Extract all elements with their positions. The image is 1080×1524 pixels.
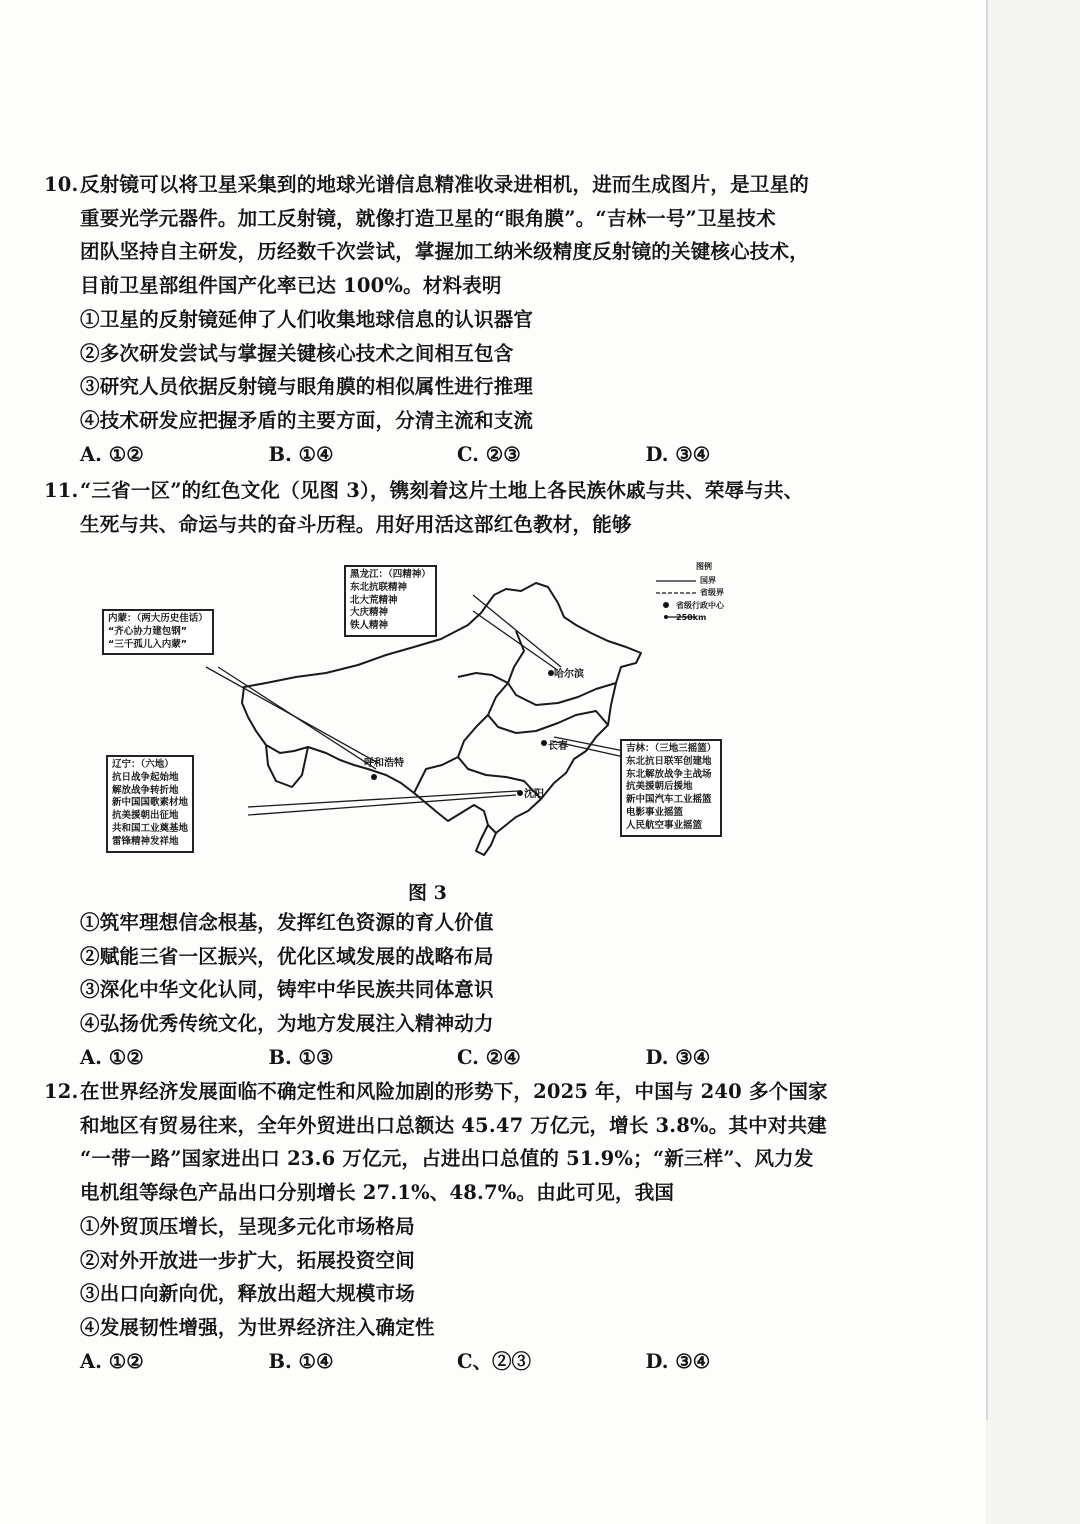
- q12-option-d: D. ③④: [645, 1349, 711, 1373]
- question-11: [44, 474, 834, 541]
- q12-option-b: B. ①④: [268, 1349, 334, 1373]
- q11-options: [44, 1041, 834, 1075]
- q10-stem-line-4: 目前卫星部组件国产化率已达 100%。材料表明: [80, 274, 502, 298]
- city-shenyang: 沈阳: [524, 789, 544, 800]
- q12-stem-line-1: 12.在世界经济发展面临不确定性和风险加剧的形势下，2025 年，中国与 240 多个国家: [44, 1075, 834, 1109]
- legend-scale: 250km: [676, 613, 707, 622]
- figure-caption: 图 3: [408, 882, 447, 904]
- q11-stem-line-2: 生死与共、命运与共的奋斗历程。用好用活这部红色教材，能够: [80, 512, 632, 536]
- neimenggu-box: 内蒙：（两大历史佳话） “齐心协力建包钢” “三千孤儿入内蒙”: [102, 609, 214, 655]
- q12-statement-4: ④发展韧性增强，为世界经济注入确定性: [80, 1315, 435, 1339]
- q10-option-a: A. ①②: [80, 442, 144, 466]
- q10-option-b: B. ①④: [268, 442, 334, 466]
- q12-stem-line-4: 电机组等绿色产品出口分别增长 27.1%、48.7%。由此可见，我国: [80, 1181, 675, 1205]
- q11-option-c: C. ②④: [457, 1045, 521, 1069]
- question-number: 10.: [44, 173, 79, 196]
- question-number: 11.: [44, 479, 79, 502]
- heilongjiang-box: 黑龙江：（四精神） 东北抗联精神 北大荒精神 大庆精神 铁人精神: [344, 565, 437, 637]
- legend-title: 图例: [696, 562, 712, 571]
- q10-stem-line-2: 重要光学元器件。加工反射镜，就像打造卫星的“眼角膜”。“吉林一号”卫星技术: [80, 206, 776, 230]
- q10-stem-line-3: 团队坚持自主研发，历经数千次尝试，掌握加工纳米级精度反射镜的关键核心技术，: [80, 240, 809, 264]
- legend-capital: 省级行政中心: [676, 601, 724, 610]
- question-10: [44, 168, 834, 472]
- question-11-statements: [44, 906, 834, 1075]
- figure-3-map: [96, 555, 786, 865]
- q12-statement-3: ③出口向新向优，释放出超大规模市场: [80, 1282, 415, 1306]
- q12-option-c: C、②③: [457, 1349, 532, 1373]
- q12-statement-1: ①外贸顶压增长，呈现多元化市场格局: [80, 1214, 415, 1238]
- q11-statement-3: ③深化中华文化认同，铸牢中华民族共同体意识: [80, 978, 494, 1002]
- q11-statement-1: ①筑牢理想信念根基，发挥红色资源的育人价值: [80, 911, 494, 934]
- q11-stem-line-1: 11.“三省一区”的红色文化（见图 3），镌刻着这片土地上各民族休戚与共、荣辱与共、: [44, 474, 834, 508]
- city-harbin: 哈尔滨: [554, 669, 584, 680]
- jilin-box: 吉林：（三地三摇篮） 东北抗日联军创建地 东北解放战争主战场 抗美援朝后援地 新中国汽车工业摇篮 电影事业摇篮 人民航空事业摇篮: [620, 739, 722, 837]
- legend-national-border: 国界: [700, 576, 716, 585]
- liaoning-box: 辽宁：（六地） 抗日战争起始地 解放战争转折地 新中国国歌素材地 抗美援朝出征地 共和国工业奠基地 雷锋精神发祥地: [106, 755, 194, 853]
- q11-statement-4: ④弘扬优秀传统文化，为地方发展注入精神动力: [80, 1012, 494, 1036]
- q10-statement-2: ②多次研发尝试与掌握关键核心技术之间相互包含: [80, 341, 514, 365]
- legend-provincial-border: 省级界: [700, 588, 724, 597]
- q12-option-a: A. ①②: [80, 1349, 144, 1373]
- q11-option-a: A. ①②: [80, 1045, 144, 1069]
- city-hohhot: 呼和浩特: [364, 758, 404, 769]
- q12-stem-line-3: “一带一路”国家进出口 23.6 万亿元，占进出口总值的 51.9%；“新三样”、风力发: [80, 1147, 814, 1171]
- q10-option-d: D. ③④: [645, 442, 711, 466]
- question-12: [44, 1075, 834, 1379]
- city-changchun: 长春: [548, 741, 568, 752]
- q11-option-d: D. ③④: [645, 1045, 711, 1069]
- q10-option-c: C. ②③: [457, 442, 521, 466]
- q11-statement-2: ②赋能三省一区振兴，优化区域发展的战略布局: [80, 944, 494, 968]
- q10-statement-4: ④技术研发应把握矛盾的主要方面，分清主流和支流: [80, 408, 534, 432]
- q10-options: [44, 438, 834, 472]
- question-number: 12.: [44, 1080, 79, 1103]
- q10-statement-1: ①卫星的反射镜延伸了人们收集地球信息的认识器官: [80, 307, 534, 331]
- q12-options: [44, 1345, 834, 1379]
- q12-stem-line-2: 和地区有贸易往来，全年外贸进出口总额达 45.47 万亿元，增长 3.8%。其中对共建: [80, 1113, 827, 1137]
- q12-statement-2: ②对外开放进一步扩大，拓展投资空间: [80, 1248, 415, 1272]
- q10-stem-line-1: 10.反射镜可以将卫星采集到的地球光谱信息精准收录进相机，进而生成图片，是卫星的: [44, 168, 834, 202]
- page-edge: [986, 0, 988, 1420]
- q11-option-b: B. ①③: [268, 1045, 334, 1069]
- q10-statement-3: ③研究人员依据反射镜与眼角膜的相似属性进行推理: [80, 375, 534, 399]
